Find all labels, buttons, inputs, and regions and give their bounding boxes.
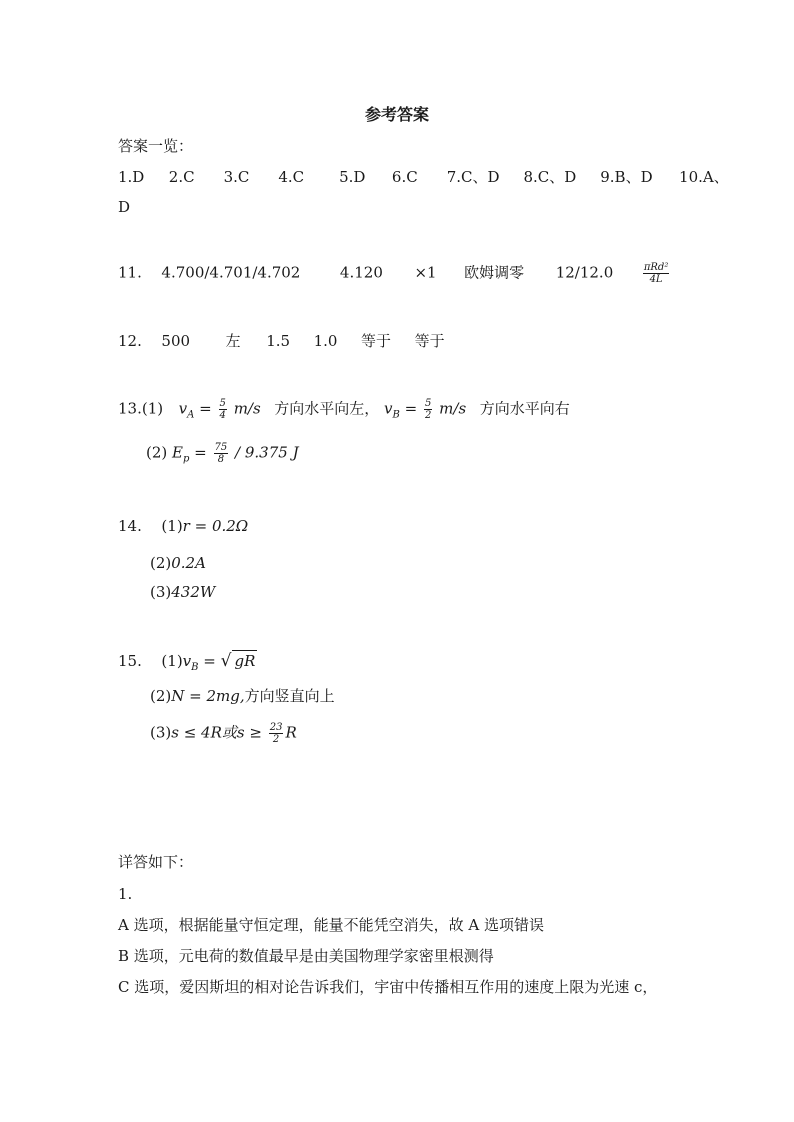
vA-symbol: v <box>178 399 188 418</box>
Ep-subscript: p <box>182 453 190 465</box>
q15-sublabel: (2) <box>150 687 172 705</box>
q13-label: 13.(1) <box>118 399 164 418</box>
mcq-answer-wrap: D <box>118 198 131 216</box>
sqrt-sign: √ <box>220 651 232 671</box>
mcq-answer: 5.D <box>339 168 366 186</box>
fraction-denominator: 2 <box>272 734 280 745</box>
q13-part1: 13.(1) $v_A$ = $\frac{5}{4}$ m/s 方向水平向左， $v_B$ = $\frac{5}{2}$ m/s 方向水平向右 <box>118 398 570 421</box>
detail-line: A 选项，根据能量守恒定理，能量不能凭空消失，故 A 选项错误 <box>118 916 544 934</box>
mcq-answer: 4.C <box>278 168 305 186</box>
fraction-denominator: 8 <box>217 454 225 465</box>
q14-expr: r = 0.2Ω <box>182 517 249 535</box>
vA-fraction <box>219 398 227 421</box>
q11-number: 11. <box>118 263 142 282</box>
vB-subscript: B <box>191 662 199 673</box>
q12-number: 12. <box>118 332 142 350</box>
detail-heading: 详答如下： <box>118 853 194 871</box>
q11-part: 欧姆调零 <box>464 263 525 282</box>
fraction-numerator: 5 <box>425 398 432 409</box>
fraction-denominator: 4L <box>649 274 663 285</box>
q11-part: 4.120 <box>339 263 383 282</box>
vB-symbol: v <box>384 399 393 418</box>
q14-number: 14. <box>118 517 142 535</box>
q15-tail: R <box>285 723 297 742</box>
q14-part2 <box>150 553 206 573</box>
q14-expr: 432W <box>171 583 216 601</box>
vA-subscript: A <box>187 409 195 421</box>
q11-fraction <box>643 262 670 285</box>
detail-number: 1. <box>118 885 133 903</box>
q14-sublabel: (1) <box>161 517 183 535</box>
fraction-numerator: 75 <box>214 442 228 453</box>
q15-expr: s ≤ 4R或s ≥ <box>171 723 267 742</box>
direction-right: 方向水平向右 <box>479 399 570 418</box>
mcq-answer: 10.A、 <box>679 168 729 186</box>
direction-left: 方向水平向左， <box>274 399 380 418</box>
mcq-answer-row <box>118 167 729 187</box>
Ep-alt-value: / 9.375 J <box>235 443 299 462</box>
q12-part: 左 <box>225 332 241 350</box>
mcq-answer: 7.C、D <box>446 168 500 186</box>
overview-heading: 答案一览： <box>118 137 194 155</box>
q15-sublabel: (3) <box>150 723 172 742</box>
q11-part: 12/12.0 <box>555 263 614 282</box>
unit-text: m/s <box>439 399 467 418</box>
q14-sublabel: (2) <box>150 554 172 572</box>
q14-expr: 0.2A <box>171 554 206 572</box>
q13-part2: (2) $E_p$ = $\frac{75}{8}$ / 9.375 J <box>146 442 299 465</box>
mcq-answer: 8.C、D <box>523 168 577 186</box>
mcq-answer: 1.D <box>118 168 145 186</box>
q12-part: 500 <box>161 332 191 350</box>
q15-number: 15. <box>118 652 142 670</box>
fraction-numerator: πRd² <box>643 262 669 273</box>
q14-sublabel: (3) <box>150 583 172 601</box>
Ep-symbol: E <box>172 443 183 462</box>
page-title: 参考答案 <box>364 105 429 124</box>
q11-part: 4.700/4.701/4.702 <box>161 263 301 282</box>
q12-answer <box>118 331 445 351</box>
q12-part: 等于 <box>361 332 392 350</box>
q15-direction: 方向竖直向上 <box>244 687 335 705</box>
sqrt-content: gR <box>234 652 256 670</box>
q11-answer <box>118 262 671 285</box>
q14-part1 <box>118 516 248 536</box>
q12-part: 等于 <box>414 332 445 350</box>
mcq-answer: 9.B、D <box>600 168 653 186</box>
mcq-answer: 6.C <box>391 168 418 186</box>
q15-part1 <box>118 650 257 678</box>
q14-part3 <box>150 582 215 602</box>
mcq-answer: 2.C <box>168 168 195 186</box>
q15-part2 <box>150 686 335 706</box>
unit-text: m/s <box>233 399 261 418</box>
fraction-numerator: 5 <box>219 398 226 409</box>
q13-sublabel: (2) <box>146 443 168 462</box>
q15-sublabel: (1) <box>161 652 183 670</box>
vB-symbol: v <box>182 652 192 670</box>
q12-part: 1.5 <box>266 332 291 350</box>
fraction-numerator: 23 <box>269 722 283 733</box>
detail-line: C 选项，爱因斯坦的相对论告诉我们，宇宙中传播相互作用的速度上限为光速 c， <box>118 978 658 996</box>
equals-sign: = <box>198 652 221 670</box>
q11-part: ×1 <box>414 263 437 282</box>
q15-expr: N = 2mg, <box>171 687 245 705</box>
Ep-fraction <box>214 442 229 465</box>
detail-line: B 选项，元电荷的数值最早是由美国物理学家密里根测得 <box>118 947 494 965</box>
fraction-denominator: 2 <box>425 410 432 421</box>
q15-part3 <box>150 722 297 745</box>
q15-fraction <box>269 722 284 745</box>
vB-fraction <box>424 398 432 421</box>
mcq-answer: 3.C <box>223 168 250 186</box>
fraction-denominator: 4 <box>219 410 226 421</box>
vB-subscript: B <box>392 409 400 421</box>
q12-part: 1.0 <box>313 332 338 350</box>
